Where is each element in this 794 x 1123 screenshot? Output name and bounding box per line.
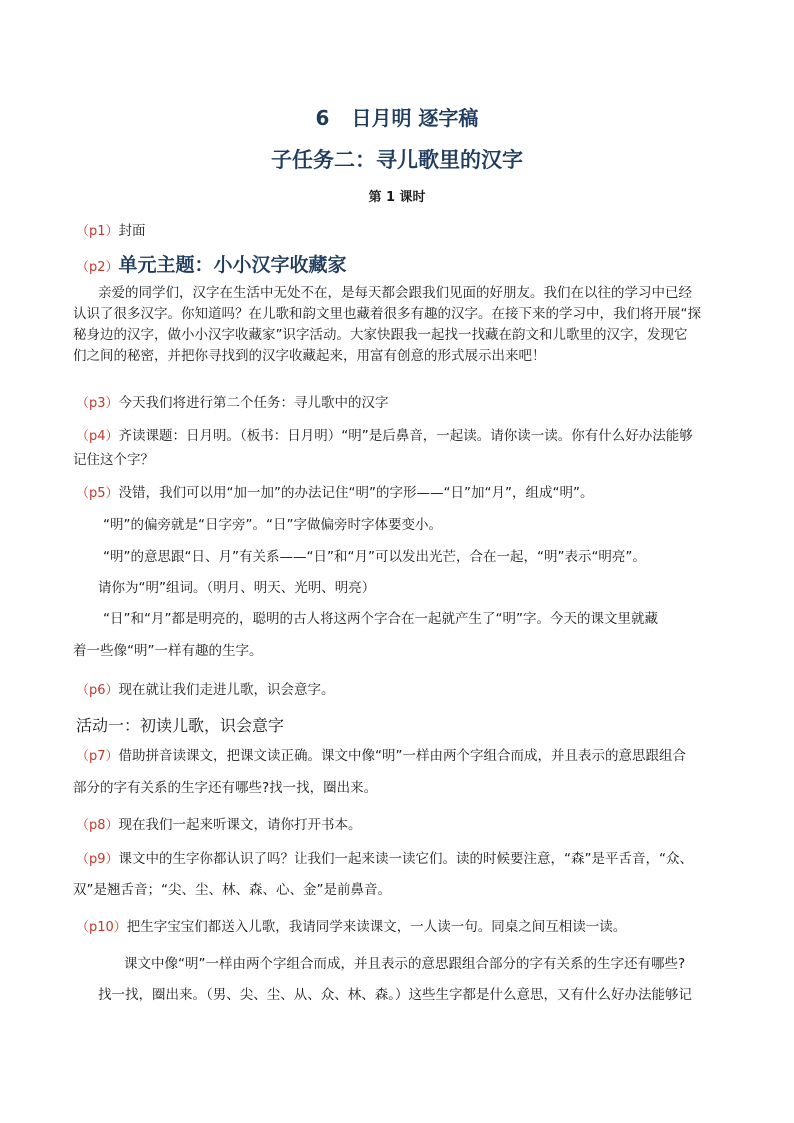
intro-line-3: 秘身边的汉字，做小小汉字收藏家”识字活动。大家快跟我一起找一找藏在韵文和儿歌里的汉字，发现它	[73, 327, 688, 343]
document-title	[0, 102, 794, 131]
para-text: 现在就让我们走进儿歌，识会意字。	[118, 682, 335, 698]
para-text: 没错，我们可以用“加一加”的办法记住“明”的字形——“日”加“月”，组成“明”。	[118, 485, 594, 501]
intro-line-4: 们之间的秘密，并把你寻找到的汉字收藏起来，用富有创意的形式展示出来吧！	[73, 348, 546, 364]
tail-line-2: 找一找，圈出来。（男、尖、尘、从、众、林、森。）这些生字都是什么意思，又有什么好办法能够记	[98, 987, 692, 1003]
page-label: （p1）	[76, 224, 119, 239]
para-p4-cont: 记住这个字？	[73, 452, 154, 468]
para-p5-line-5: 着一些像“明”一样有趣的生字。	[73, 643, 263, 659]
page-label: （p8）	[76, 818, 119, 833]
para-text: 现在我们一起来听课文，请你打开书本。	[118, 817, 362, 833]
title-text: 日月明 逐字稿	[351, 106, 479, 130]
para-text: 齐读课题：日月明。（板书：日月明）“明”是后鼻音，一起读。请你读一读。你有什么好办法能够	[118, 428, 693, 444]
intro-line-1: 亲爱的同学们，汉字在生活中无处不在，是每天都会跟我们见面的好朋友。我们在以往的学习中已经	[98, 285, 692, 301]
para-p5-line-1: “明”的偏旁就是“日字旁”。“日”字做偏旁时字体要变小。	[103, 517, 442, 533]
para-text: 封面	[118, 223, 146, 239]
unit-theme-text: 单元主题：小小汉字收藏家	[118, 254, 347, 276]
para-p8	[76, 819, 362, 833]
para-p5-line-4: “日”和“月”都是明亮的，聪明的古人将这两个字合在一起就产生了“明”字。今天的课文里就藏	[103, 611, 658, 627]
lesson-number: 6	[315, 106, 330, 130]
page-label: （p7）	[76, 749, 119, 764]
intro-line-2: 认识了很多汉字。你知道吗？在儿歌和韵文里也藏着很多有趣的汉字。在接下来的学习中，我们将开展“探	[73, 306, 701, 322]
para-p1	[76, 225, 146, 239]
para-p5-line-2: “明”的意思跟“日、月”有关系——“日”和“月”可以发出光芒，合在一起，“明”表示“明亮”。	[103, 549, 646, 565]
para-p7	[76, 750, 686, 764]
para-p3	[76, 397, 389, 411]
unit-theme-heading	[76, 250, 347, 277]
page-label: （p4）	[76, 429, 119, 444]
lesson-period: 第 1 课时	[368, 190, 426, 205]
page-label: （p5）	[76, 486, 119, 501]
para-p4	[76, 430, 693, 444]
page-label: （p9）	[76, 852, 119, 867]
activity-heading: 活动一：初读儿歌，识会意字	[76, 716, 285, 735]
page-label: （p3）	[76, 396, 119, 411]
para-text: 把生字宝宝们都送入儿歌，我请同学来读课文，一人读一句。同桌之间互相读一读。	[126, 919, 627, 935]
para-p5-line-3: 请你为“明”组词。（明月、明天、光明、明亮）	[98, 580, 376, 596]
para-text: 借助拼音读课文，把课文读正确。课文中像“明”一样由两个字组合而成，并且表示的意思跟组合	[118, 748, 687, 764]
document-subtitle: 子任务二：寻儿歌里的汉字	[271, 148, 523, 172]
tail-line-1: 课文中像“明”一样由两个字组合而成，并且表示的意思跟组合部分的字有关系的生字还有哪些?	[124, 956, 686, 972]
para-text: 课文中的生字你都认识了吗？让我们一起来读一读它们。读的时候要注意，“森”是平舌音，“众、	[118, 851, 694, 867]
page-label: （p6）	[76, 683, 119, 698]
para-p10	[76, 921, 626, 935]
para-p9	[76, 853, 693, 867]
para-text: 今天我们将进行第二个任务：寻儿歌中的汉字	[118, 395, 389, 411]
para-p7-cont: 部分的字有关系的生字还有哪些?找一找，圈出来。	[73, 780, 378, 796]
page-label: （p10）	[76, 920, 127, 935]
page-label: （p2）	[76, 260, 119, 275]
para-p6	[76, 684, 335, 698]
para-p9-cont: 双”是翘舌音；“尖、尘、林、森、心、金”是前鼻音。	[73, 882, 391, 898]
para-p5	[76, 487, 593, 501]
